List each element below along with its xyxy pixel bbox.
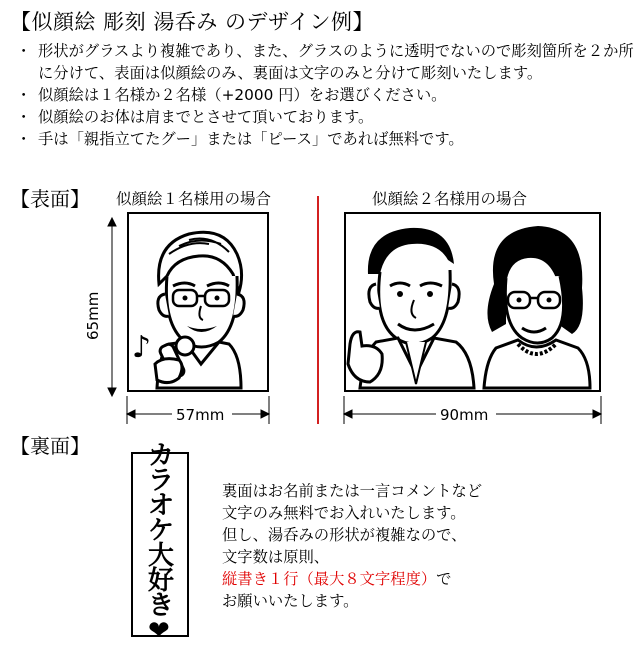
- double-portrait-caption: 似顔絵２名様用の場合: [372, 190, 528, 208]
- music-note-icon: ♪: [132, 330, 152, 365]
- page-title: 【似顔絵 彫刻 湯呑み のデザイン例】: [10, 10, 375, 34]
- highlight-text: 縦書き１行（最大８文字程度）: [222, 570, 437, 588]
- description-line: 文字のみ無料でお入れいたします。: [222, 504, 466, 522]
- single-width-label: 57mm: [176, 406, 225, 424]
- description-line: 但し、湯呑みの形状が複雑なので、: [222, 526, 467, 544]
- note-item: ・ 手は「親指立てたグー」または「ピース」であれば無料です。: [16, 128, 636, 150]
- back-heading: 【裏面】: [10, 434, 90, 458]
- description-line: 文字数は原則、: [222, 548, 330, 566]
- height-dimension-label: 65mm: [84, 291, 102, 340]
- back-description: [222, 480, 482, 612]
- single-portrait-caption: 似顔絵１名様用の場合: [116, 190, 272, 208]
- note-item: ・ 形状がグラスより複雑であり、また、グラスのように透明でないので彫刻箇所を２か所に分けて、表面は似顔絵のみ、裏面は文字のみと分けて彫刻いたします。: [16, 40, 636, 84]
- description-line: 裏面はお名前または一言コメントなど: [222, 482, 483, 500]
- note-item: ・ 似顔絵のお体は肩までとさせて頂いております。: [16, 106, 636, 128]
- description-highlight-line: [222, 568, 482, 590]
- highlight-suffix: で: [436, 570, 452, 588]
- back-engraving-text: カラオケ大好き❤: [148, 441, 175, 646]
- description-line: お願いいたします。: [222, 592, 359, 610]
- double-width-label: 90mm: [440, 406, 489, 424]
- note-item: ・ 似顔絵は１名様か２名様（+2000 円）をお選びください。: [16, 84, 636, 106]
- front-heading: 【表面】: [10, 187, 90, 211]
